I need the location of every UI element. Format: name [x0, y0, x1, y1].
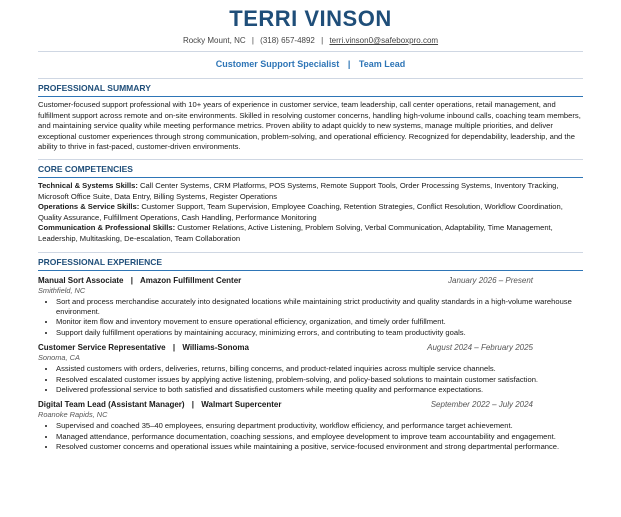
job-bullet: • Support daily fulfillment operations by maintaining accuracy, minimizing errors, and contributing to team productivity goals. — [56, 328, 583, 338]
competency-text: Call Center Systems, CRM Platforms, POS Systems, Remote Support Tools, Order Processing Systems, Inventory Tracking, Microsoft Office Suite, Data Entry, Billing Systems, Register Operations — [38, 180, 559, 201]
job-dates: September 2022 – July 2024 — [430, 400, 533, 410]
job-entry — [38, 342, 583, 395]
contact-separator: | — [251, 36, 254, 45]
contact-phone: (318) 657-4892 — [260, 36, 315, 45]
job-separator: | — [130, 275, 133, 285]
job-bullet: • Resolved escalated customer issues by applying active listening, problem-solving, and policy-based solutions to maintain customer satisfaction. — [56, 375, 583, 385]
experience-section — [38, 252, 583, 453]
job-company: Williams-Sonoma — [182, 343, 249, 353]
job-header — [38, 399, 583, 410]
job-role: Manual Sort Associate — [38, 275, 124, 285]
competency-text: Customer Support, Team Supervision, Employee Coaching, Retention Strategies, Conflict Resolution, Workflow Coordination, Quality Assurance, Fulfillment Operations, Cash Handling, Performance Monitoring — [38, 202, 563, 222]
competency-label: Operations & Service Skills: — [38, 202, 140, 212]
experience-heading: PROFESSIONAL EXPERIENCE — [38, 252, 583, 271]
job-dates: August 2024 – February 2025 — [427, 343, 533, 353]
job-separator: | — [191, 400, 195, 410]
job-header — [38, 342, 583, 353]
job-location: Sonoma, CA — [38, 353, 80, 363]
competencies-section — [38, 159, 583, 245]
job-bullet: • Managed attendance, performance documentation, coaching sessions, and employee development to improve team accountability and engagement. — [56, 432, 583, 442]
job-bullet: • Delivered professional service to both satisfied and dissatisfied customers while meeting quality and performance expectations. — [56, 385, 583, 395]
headline-role-secondary: Team Lead — [358, 59, 406, 69]
job-bullets — [38, 297, 583, 339]
contact-email-link[interactable]: terri.vinson0@safeboxpro.com — [329, 36, 439, 45]
header-divider — [38, 51, 583, 52]
headline-role: Customer Support Specialist — [215, 59, 340, 69]
job-bullet: • Monitor item flow and inventory movement to ensure operational efficiency, organization, and timely order fulfillment. — [56, 317, 583, 327]
job-title — [38, 275, 241, 286]
job-separator: | — [172, 343, 176, 353]
job-dates: January 2026 – Present — [448, 275, 533, 285]
job-bullet: • Assisted customers with orders, deliveries, returns, billing concerns, and product-related inquiries across multiple service channels. — [56, 364, 583, 374]
job-company: Amazon Fulfillment Center — [139, 275, 242, 285]
competency-group — [38, 181, 583, 202]
summary-heading: PROFESSIONAL SUMMARY — [38, 78, 583, 97]
competencies-heading: CORE COMPETENCIES — [38, 159, 583, 178]
summary-section — [38, 78, 583, 153]
job-entry — [38, 399, 583, 452]
headline — [0, 58, 621, 70]
job-bullet: • Resolved customer concerns and operational issues while maintaining a positive, service-focused environment and strong departmental performance. — [56, 442, 583, 452]
job-location: Roanoke Rapids, NC — [38, 410, 108, 420]
job-location: Smithfield, NC — [38, 285, 86, 295]
competency-group — [38, 202, 583, 223]
contact-location: Rocky Mount, NC — [182, 36, 246, 45]
job-bullet: • Sort and process merchandise accurately into designated locations while maintaining strict productivity and quality standards in a high-volume warehouse environment. — [56, 297, 583, 318]
job-role: Customer Service Representative — [38, 343, 166, 353]
competency-label: Technical & Systems Skills: — [38, 180, 138, 190]
job-bullets — [38, 421, 583, 452]
job-title — [38, 342, 249, 353]
competency-group — [38, 223, 583, 244]
job-title — [38, 399, 281, 410]
competency-text: Customer Relations, Active Listening, Problem Solving, Verbal Communication, Adaptability, Time Management, Leadership, Multitasking, De-escalation, Team Collaboration — [38, 223, 553, 243]
job-company: Walmart Supercenter — [201, 400, 282, 410]
contact-separator: | — [321, 36, 324, 45]
job-bullet: • Supervised and coached 35–40 employees, ensuring department productivity, workflow efficiency, and performance target achievement. — [56, 421, 583, 431]
job-role: Digital Team Lead (Assistant Manager) — [38, 400, 185, 410]
job-entry — [38, 275, 583, 339]
headline-separator: | — [347, 59, 351, 69]
job-bullets — [38, 364, 583, 395]
contact-line — [0, 35, 621, 46]
summary-text: Customer-focused support professional with 10+ years of experience in customer service, team leadership, call center operations, retail management, and fulfillment support across remote and on-site environments. Skilled in resolving customer concerns, handling high-volume inbound calls, coaching team members, and maintaining service quality while meeting performance metrics. Proven ability to adapt quickly to new systems, manage multiple priorities, and deliver exceptional customer experiences through strong communication, problem-solving, and operational efficiency. Recognized for dependability, leadership, and the ability to thrive in fast-paced, customer-driven environments. — [38, 100, 581, 152]
competency-label: Communication & Professional Skills: — [38, 223, 176, 233]
job-header — [38, 275, 583, 286]
candidate-name: TERRI VINSON — [229, 6, 392, 31]
